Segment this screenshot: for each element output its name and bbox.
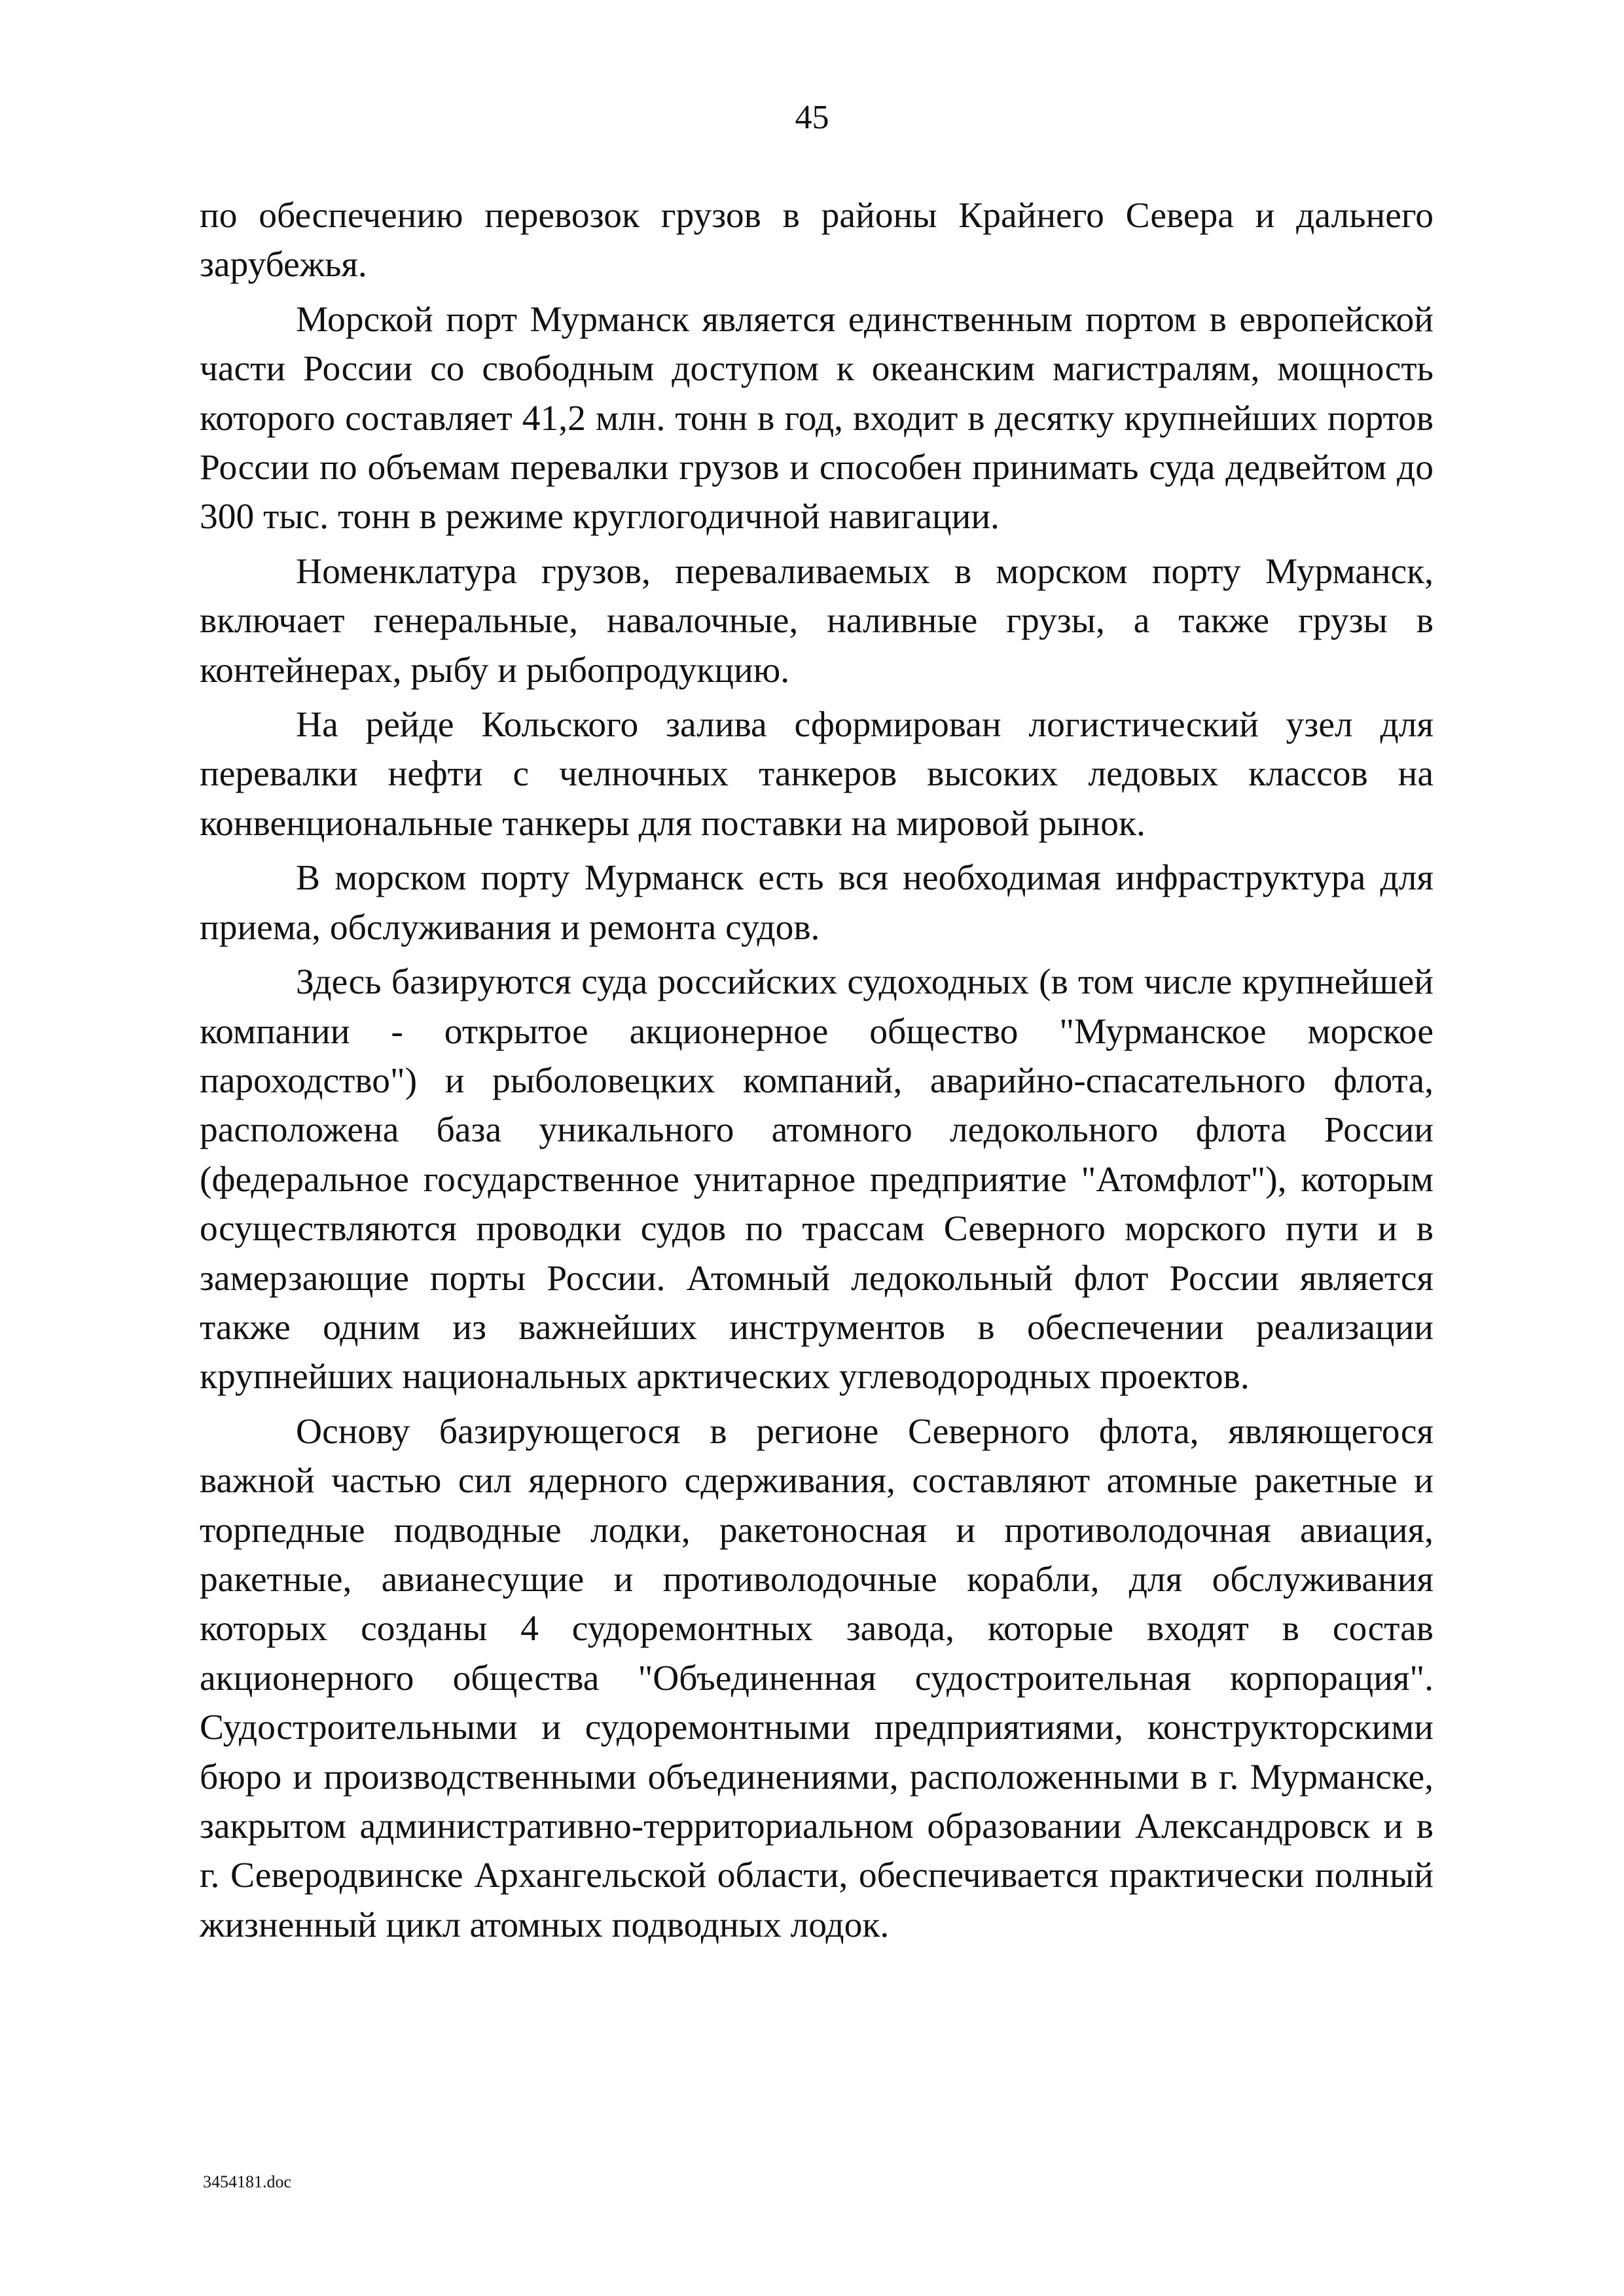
paragraph-continuation: по обеспечению перевозок грузов в районы Крайнего Севера и дальнего зарубежья. <box>200 196 1434 285</box>
page-number: 45 <box>795 99 829 136</box>
paragraph-northern-fleet: Основу базирующегося в регионе Северного флота, являющегося важной частью сил ядерного сдерживания, составляют атомные ракетные и торпедные подводные лодки, ракетоносная и противолодочная авиация, ракетные, авианесущие и противолодочные корабли, для обслуживания которых созданы 4 судоремонтных завода, которые входят в состав акционерного общества "Объединенная судостроительная корпорация". Судостроительными и судоремонтными предприятиями, конструкторскими бюро и производственными объединениями, расположенными в г. Мурманске, закрытом административно-территориальном образовании Александровск и в г. Северодвинске Архангельской области, обеспечивается практически полный жизненный цикл атомных подводных лодок. <box>200 1411 1434 1945</box>
document-body <box>200 191 1434 1955</box>
footer-doc-id: 3454181.doc <box>203 2172 292 2191</box>
paragraph-fleet-base: Здесь базируются суда российских судоходных (в том числе крупнейшей компании - открытое акционерное общество "Мурманское морское пароходство") и рыболовецких компаний, аварийно-спасательного флота, расположена база уникального атомного ледокольного флота России (федеральное государственное унитарное предприятие "Атомфлот"), которым осуществляются проводки судов по трассам Северного морского пути и в замерзающие порты России. Атомный ледокольный флот России является также одним из важнейших инструментов в обеспечении реализации крупнейших национальных арктических углеводородных проектов. <box>200 962 1434 1397</box>
paragraph-port-infrastructure: В морском порту Мурманск есть вся необходимая инфраструктура для приема, обслуживания и ремонта судов. <box>200 858 1434 948</box>
paragraph-murmansk-port: Морской порт Мурманск является единственным портом в европейской части России со свободным доступом к океанским магистралям, мощность которого составляет 41,2 млн. тонн в год, входит в десятку крупнейших портов России по объемам перевалки грузов и способен принимать суда дедвейтом до 300 тыс. тонн в режиме круглогодичной навигации. <box>200 299 1434 537</box>
paragraph-cargo-nomenclature: Номенклатура грузов, переваливаемых в морском порту Мурманск, включает генеральные, навалочные, наливные грузы, а также грузы в контейнерах, рыбу и рыбопродукцию. <box>200 551 1434 691</box>
paragraph-kola-bay-hub: На рейде Кольского залива сформирован логистический узел для перевалки нефти с челночных танкеров высоких ледовых классов на конвенциональные танкеры для поставки на мировой рынок. <box>200 705 1434 844</box>
